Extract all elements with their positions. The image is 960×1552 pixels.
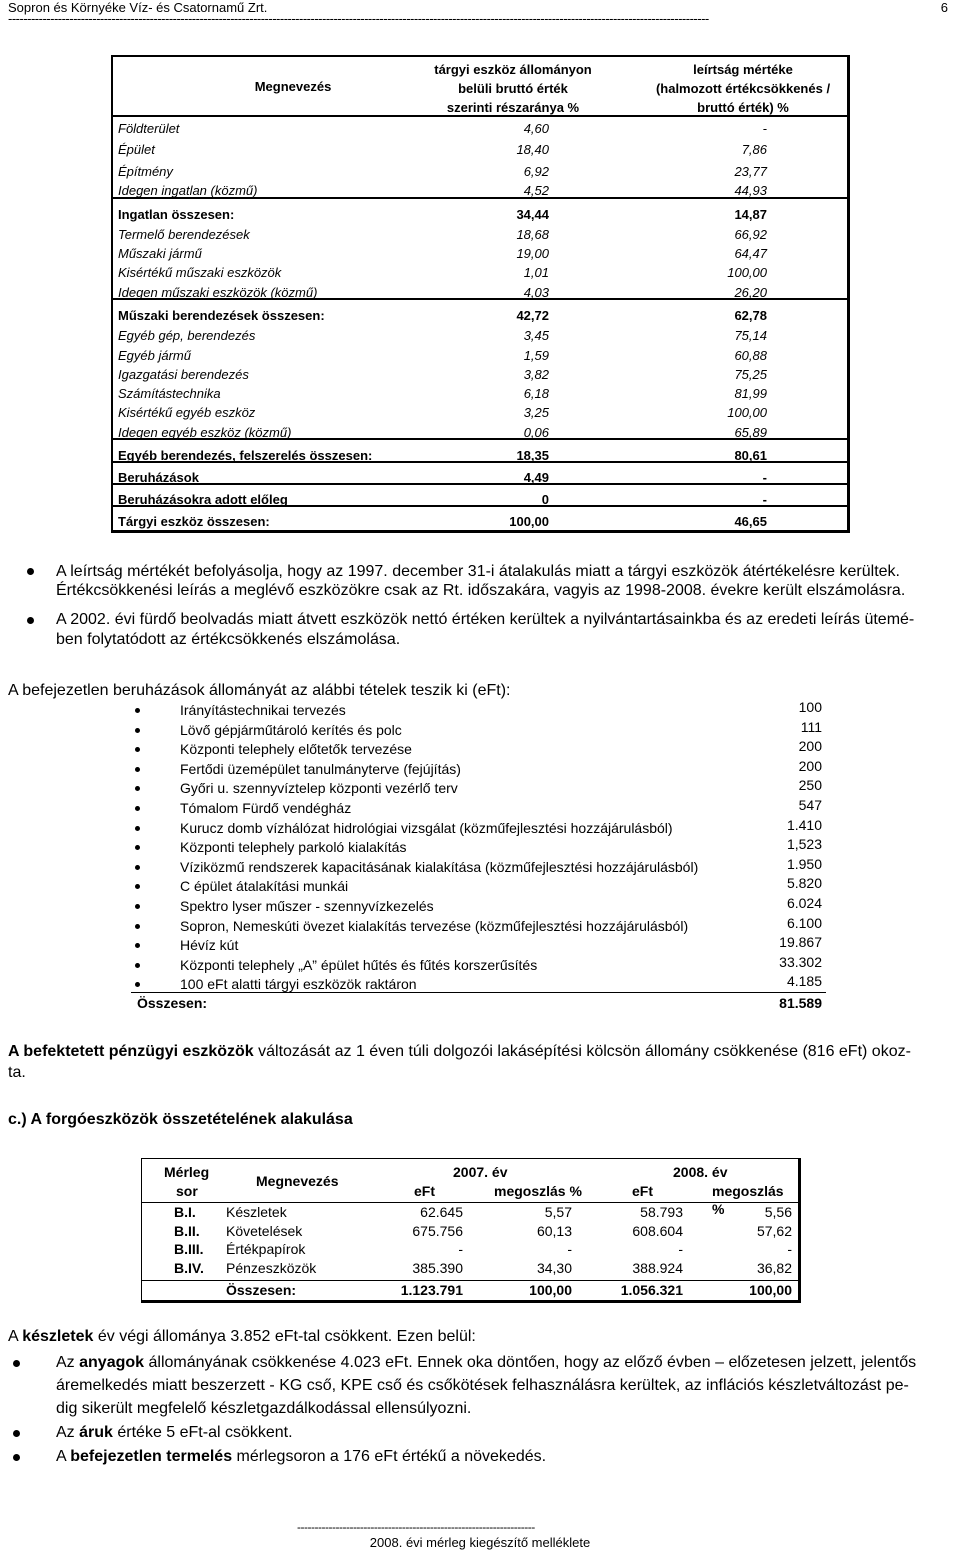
investment-value: 1,523 (786, 836, 822, 853)
table-divider (113, 483, 847, 485)
row-share: 3,25 (523, 405, 549, 420)
row-label: Földterület (118, 121, 180, 136)
bullet (135, 708, 140, 713)
stock-bold: befejezetlen termelés (70, 1448, 233, 1465)
table-row (113, 307, 847, 325)
col-header-share-line: belüli bruttó érték (458, 81, 568, 96)
investment-label: Központi telephely „A” épület hűtés és fűtés korszerűsítés (180, 956, 538, 973)
row-share: 19,00 (516, 246, 549, 261)
bullet (135, 845, 140, 850)
row-share: 6,18 (523, 386, 549, 401)
investment-value: 1.950 (786, 855, 822, 872)
row-share: 4,03 (523, 285, 549, 300)
row-share: 0,06 (523, 425, 549, 440)
cell-p08: 5,56 (764, 1204, 792, 1220)
note-2: A 2002. évi fürdő beolvadás miatt átvett eszközök nettó értéken kerültek a nyilvántartásainkba és az eredeti leírás ütemé- (56, 611, 915, 628)
row-writeoff: - (762, 470, 767, 485)
total-p08: 100,00 (749, 1282, 792, 1298)
investment-label: C épület átalakítási munkái (180, 878, 349, 895)
investment-label: Kurucz domb vízhálózat hidrológiai vizsgálat (közműfejlesztési hozzájárulásból) (180, 819, 673, 836)
financial-assets-note (8, 1042, 954, 1061)
investment-value: 33.302 (779, 953, 822, 970)
table-row (113, 404, 847, 422)
investment-value: 200 (798, 757, 822, 774)
table-divider (113, 461, 847, 463)
h-merleg: Mérleg (164, 1164, 210, 1180)
bullet (135, 747, 140, 752)
row-writeoff: 44,93 (734, 183, 767, 198)
table-divider (113, 298, 847, 300)
cell-p07: 34,30 (536, 1259, 572, 1276)
table-row (113, 347, 847, 365)
bullet (27, 617, 34, 624)
col-header-writeoff-line: bruttó érték) % (697, 100, 789, 115)
bullet (135, 767, 140, 772)
row-label: Tárgyi eszköz összesen: (118, 514, 270, 529)
row-writeoff: - (762, 492, 767, 507)
section-c-title: c.) A forgóeszközök összetételének alakulása (8, 1111, 353, 1128)
h-megnevezes: Megnevezés (256, 1173, 339, 1189)
table-row (113, 163, 847, 181)
row-label: Igazgatási berendezés (118, 367, 249, 382)
row-writeoff: 66,92 (734, 227, 767, 242)
total-label: Összesen: (226, 1282, 297, 1298)
h-megoszlas-2007: megoszlás % (494, 1183, 582, 1199)
row-label: Egyéb berendezés, felszerelés összesen: (118, 448, 373, 463)
table-row (113, 327, 847, 345)
row-writeoff: 100,00 (727, 405, 767, 420)
bullet (13, 1360, 20, 1367)
cell-v07: - (458, 1241, 463, 1257)
stock-intro (8, 1327, 476, 1346)
investment-value: 6.100 (786, 914, 822, 931)
stock-bullet-1-line2: áremelkedés miatt beszerzett - KG cső, KPE cső és csőkötések felhasználásra kerültek, az inflációs készletváltozást pe- (56, 1377, 909, 1394)
row-writeoff: 7,86 (741, 142, 767, 157)
stock-bullet-2 (56, 1423, 293, 1442)
bullet (135, 786, 140, 791)
col-header-name: Megnevezés (254, 79, 332, 94)
investment-value: 111 (800, 718, 822, 735)
row-writeoff: 26,20 (734, 285, 767, 300)
bullet (135, 943, 140, 948)
stock-text: Az (56, 1354, 80, 1371)
investment-value: 1.410 (786, 816, 822, 833)
h-megoszlas-2008: megoszlás % (712, 1183, 784, 1217)
stock-text: állományának csökkenése 4.023 eFt. Ennek oka döntően, hogy az előző évben – előzetesen jelzett, jelentős (144, 1354, 917, 1371)
current-assets-table (141, 1158, 801, 1303)
stock-bullet-1-line3: dig sikerült megfelelő készletgazdálkodással ellensúlyozni. (56, 1400, 472, 1417)
row-share: 0 (541, 492, 549, 507)
row-writeoff: 100,00 (727, 265, 767, 280)
col-header-writeoff (638, 60, 848, 117)
bullet (27, 568, 34, 575)
bullet (13, 1454, 20, 1461)
footer-text: 2008. évi mérleg kiegészítő melléklete (369, 1535, 591, 1550)
investment-value: 200 (798, 738, 822, 755)
row-label: Idegen egyéb eszköz (közmű) (118, 425, 292, 440)
row-writeoff: 81,99 (734, 386, 767, 401)
asset-table (111, 55, 850, 533)
cell-p07: 5,57 (544, 1204, 572, 1220)
total-v07: 1.123.791 (400, 1282, 463, 1298)
total-p07: 100,00 (529, 1282, 572, 1298)
row-writeoff: 75,14 (734, 328, 767, 343)
financial-bold: A befektetett pénzügyi eszközök (8, 1043, 254, 1060)
investment-label: Irányítástechnikai tervezés (180, 702, 346, 718)
stock-text: Az (56, 1424, 80, 1441)
table-row (113, 245, 847, 263)
investment-label: Sopron, Nemeskúti övezet kialakítás tervezése (közműfejlesztési hozzájárulásból) (180, 917, 689, 934)
row-label: Idegen ingatlan (közmű) (118, 183, 258, 198)
row-share: 100,00 (509, 514, 549, 529)
row-share: 4,52 (523, 183, 549, 198)
col-header-writeoff-line: (halmozott értékcsökkenés / (655, 81, 831, 96)
investment-value: 6.024 (786, 895, 822, 911)
stock-text: mérlegsoron a 176 eFt értékű a növekedés. (232, 1448, 547, 1465)
stock-bold: áruk (79, 1424, 113, 1441)
cell-v08: - (678, 1241, 683, 1257)
row-label: Számítástechnika (118, 386, 221, 401)
row-writeoff: 60,88 (734, 348, 767, 363)
row-label: Kisértékű egyéb eszköz (118, 405, 256, 420)
col-header-share-line: tárgyi eszköz állományon (434, 62, 592, 77)
financial-rest2: ta. (8, 1064, 26, 1081)
table-row (113, 141, 847, 159)
bullet (135, 865, 140, 870)
row-label: Egyéb jármű (118, 348, 191, 363)
table-row (113, 120, 847, 138)
cell-v07: 385.390 (412, 1259, 463, 1276)
cell-p08: 36,82 (756, 1259, 792, 1276)
col-header-share (413, 60, 613, 117)
row-share: 6,92 (523, 164, 549, 179)
table-divider (113, 115, 847, 117)
bullet (135, 963, 140, 968)
cell-p07: - (567, 1241, 572, 1257)
row-share: 3,82 (523, 367, 549, 382)
investments-total-value: 81.589 (779, 995, 822, 1011)
cell-v08: 608.604 (632, 1222, 683, 1239)
total-v08: 1.056.321 (620, 1282, 683, 1298)
company-name: Sopron és Környéke Víz- és Csatornamű Zrt. (8, 0, 268, 15)
table-divider (113, 197, 847, 199)
cell-code: B.I. (174, 1204, 196, 1220)
footer-rule: -------------------------------------------------------------------- (297, 1520, 535, 1534)
cell-v08: 388.924 (632, 1259, 683, 1276)
cell-name: Követelések (226, 1222, 303, 1239)
bullet (135, 924, 140, 929)
row-share: 18,35 (516, 448, 549, 463)
cell-code: B.II. (174, 1222, 200, 1239)
stock-text: A (56, 1448, 71, 1465)
row-label: Műszaki berendezések összesen: (118, 308, 325, 323)
row-share: 18,40 (516, 142, 549, 157)
stock-bullet-3 (56, 1447, 546, 1466)
investments-intro: A befejezetlen beruházások állományát az alábbi tételek teszik ki (eFt): (8, 682, 511, 699)
investment-label: Víziközmű rendszerek kapacitásának kialakítása (közműfejlesztési hozzájárulásból) (180, 858, 699, 875)
bullet (135, 982, 140, 987)
note-1: A leírtság mértékét befolyásolja, hogy az 1997. december 31-i átalakulás miatt a tárgyi eszközök átértékelésre kerültek. (56, 563, 900, 580)
row-label: Épület (118, 142, 155, 157)
h-eft-2007: eFt (414, 1183, 435, 1199)
cell-v07: 675.756 (412, 1222, 463, 1239)
table-row (113, 206, 847, 224)
h-2008: 2008. év (673, 1164, 728, 1180)
stock-text: év végi állománya 3.852 eFt-tal csökkent. Ezen belül: (93, 1328, 476, 1345)
table-row (113, 513, 847, 531)
cell-p08: 57,62 (756, 1222, 792, 1239)
stock-text: értéke 5 eFt-al csökkent. (112, 1424, 293, 1441)
row-share: 42,72 (516, 308, 549, 323)
investment-label: Hévíz kút (180, 937, 239, 954)
row-label: Idegen műszaki eszközök (közmű) (118, 285, 318, 300)
table-row (113, 366, 847, 384)
bullet (135, 806, 140, 811)
row-writeoff: 14,87 (734, 207, 767, 222)
bullet (135, 904, 140, 909)
row-share: 4,60 (523, 121, 549, 136)
investment-value: 19.867 (779, 934, 822, 951)
row-writeoff: 65,89 (734, 425, 767, 440)
cell-p08: - (787, 1241, 792, 1257)
row-label: Beruházásokra adott előleg (118, 492, 288, 507)
table-row (113, 264, 847, 282)
table-row (113, 385, 847, 403)
table-divider (113, 505, 847, 507)
row-writeoff: 75,25 (734, 367, 767, 382)
page-number: 6 (940, 0, 948, 15)
investment-label: Fertődi üzemépület tanulmányterve (fejújítás) (180, 760, 461, 777)
financial-rest: változását az 1 éven túli dolgozói lakásépítési kölcsön állomány csökkenése (816 eFt) okoz- (253, 1043, 911, 1060)
investment-label: Lövő gépjárműtároló kerítés és polc (180, 721, 402, 738)
row-writeoff: 46,65 (734, 514, 767, 529)
cell-code: B.IV. (174, 1259, 204, 1276)
total-rule (131, 992, 826, 993)
investment-label: Tómalom Fürdő vendégház (180, 800, 352, 816)
investment-value: 4.185 (786, 973, 822, 990)
row-label: Műszaki jármű (118, 246, 202, 261)
stock-bold: anyagok (79, 1354, 145, 1371)
row-share: 1,01 (523, 265, 549, 280)
cell-v08: 58.793 (640, 1204, 683, 1220)
row-writeoff: 62,78 (734, 308, 767, 323)
investment-label: 100 eFt alatti tárgyi eszközök raktáron (180, 976, 417, 993)
note-1b: Értékcsökkenési leírás a meglévő eszközökre csak az Rt. időszakára, vagyis az 1998-2008. évekre került elszámolásra. (56, 582, 906, 599)
investment-value: 250 (798, 777, 822, 794)
row-label: Ingatlan összesen: (118, 207, 235, 222)
note-2b: ben folytatódott az értékcsökkenés elszámolása. (56, 631, 401, 648)
investment-value: 100 (798, 699, 822, 715)
h-eft-2008: eFt (632, 1183, 653, 1199)
cell-name: Értékpapírok (226, 1241, 306, 1257)
row-label: Építmény (118, 164, 173, 179)
cell-name: Pénzeszközök (226, 1259, 317, 1276)
cell-p07: 60,13 (536, 1222, 572, 1239)
bullet (13, 1430, 20, 1437)
cell-name: Készletek (226, 1204, 287, 1220)
row-label: Kisértékű műszaki eszközök (118, 265, 282, 280)
row-share: 18,68 (516, 227, 549, 242)
table-divider (113, 438, 847, 440)
row-share: 1,59 (523, 348, 549, 363)
row-label: Beruházások (118, 470, 199, 485)
row-share: 4,49 (523, 470, 549, 485)
row-writeoff: 64,47 (734, 246, 767, 261)
investment-value: 5.820 (786, 875, 822, 892)
stock-bold: készletek (22, 1328, 94, 1345)
stock-bullet-1 (56, 1353, 916, 1372)
investment-label: Központi telephely előtetők tervezése (180, 741, 412, 758)
bullet (135, 826, 140, 831)
h-sor: sor (176, 1183, 198, 1199)
stock-text: A (8, 1328, 23, 1345)
row-writeoff: - (762, 121, 767, 136)
col-header-share-line: szerinti részaránya % (446, 100, 580, 115)
row-label: Termelő berendezések (118, 227, 250, 242)
h-2007: 2007. év (453, 1164, 508, 1180)
cell-v07: 62.645 (420, 1204, 463, 1220)
investment-label: Spektro lyser műszer - szennyvízkezelés (180, 898, 434, 914)
bullet (135, 884, 140, 889)
header-rule: --------------------------------------------------------------------------------------------------------------------------------------------------------------------------------------- (8, 11, 709, 26)
bullet (135, 728, 140, 733)
row-writeoff: 23,77 (734, 164, 767, 179)
investment-value: 547 (798, 797, 822, 813)
col-header-writeoff-line: leírtság mértéke (693, 62, 793, 77)
cell-code: B.III. (174, 1241, 204, 1257)
investments-total-label: Összesen: (137, 995, 208, 1011)
investment-label: Központi telephely parkoló kialakítás (180, 839, 407, 856)
table-row (113, 226, 847, 244)
row-writeoff: 80,61 (734, 448, 767, 463)
investment-label: Győri u. szennyvíztelep központi vezérlő terv (180, 780, 458, 797)
row-share: 3,45 (523, 328, 549, 343)
row-share: 34,44 (516, 207, 549, 222)
row-label: Egyéb gép, berendezés (118, 328, 256, 343)
